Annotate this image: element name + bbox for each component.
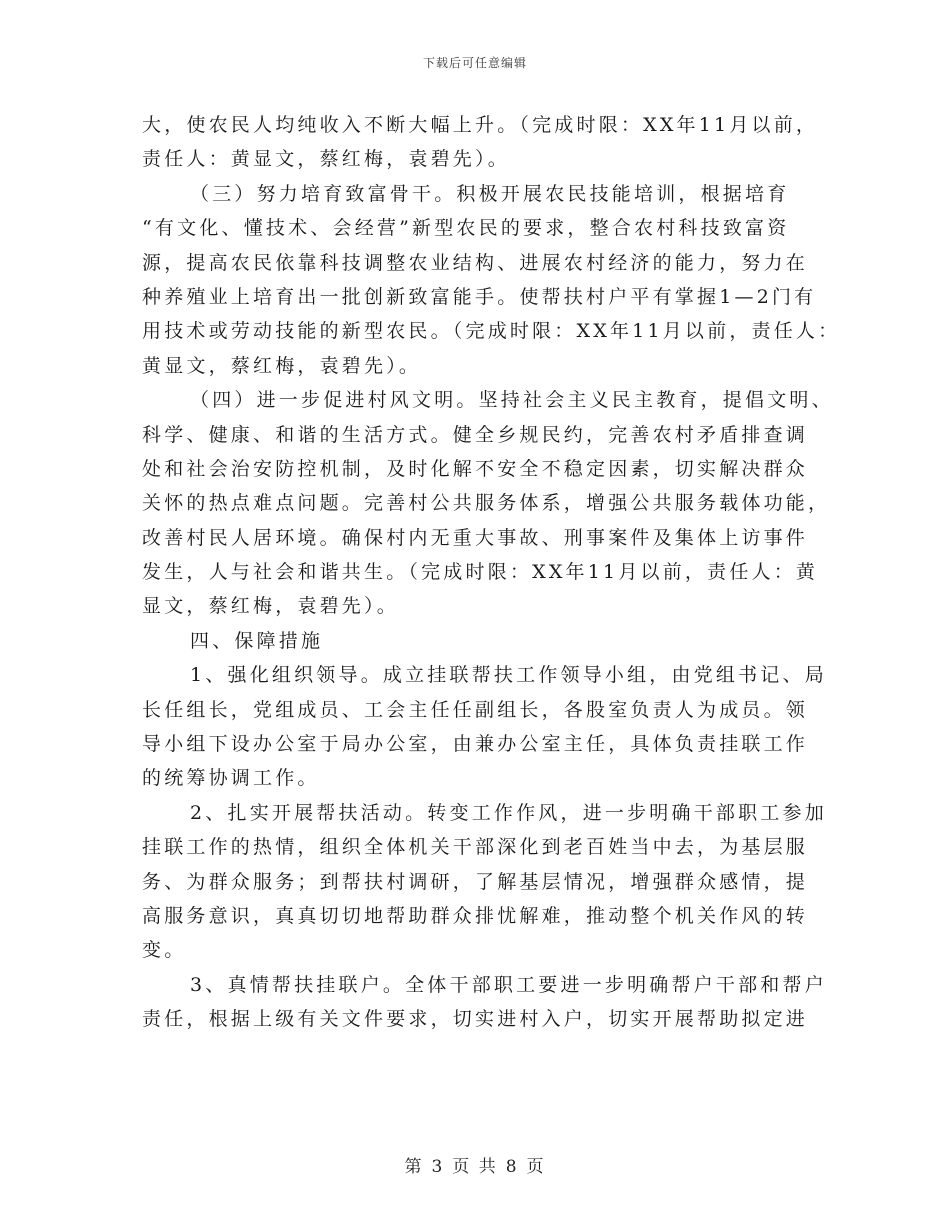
text-line: 2、扎实开展帮扶活动。转变工作作风，进一步明确干部职工参加 — [190, 801, 827, 824]
text-line: 四、保障措施 — [190, 629, 324, 652]
text-line: 变。 — [142, 939, 187, 962]
text-line: 大，使农民人均纯收入不断大幅上升。（完成时限：XX年11月以前， — [142, 114, 819, 136]
text-line: 科学、健康、和谐的生活方式。健全乡规民约，完善农村矛盾排查调 — [142, 423, 809, 446]
text-line: 务、为群众服务；到帮扶村调研，了解基层情况，增强群众感情，提 — [142, 870, 809, 893]
text-line: 3、真情帮扶挂联户。全体干部职工要进一步明确帮户干部和帮户 — [190, 973, 827, 996]
text-line: 挂联工作的热情，组织全体机关干部深化到老百姓当中去，为基层服 — [142, 836, 809, 859]
text-line: 源，提高农民依靠科技调整农业结构、进展农村经济的能力，努力在 — [142, 251, 809, 274]
text-line: 发生，人与社会和谐共生。（完成时限：XX年11月以前，责任人：黄 — [142, 561, 819, 584]
text-line: 责任，根据上级有关文件要求，切实进村入户，切实开展帮助拟定进 — [142, 1008, 809, 1031]
text-line: 用技术或劳动技能的新型农民。（完成时限：XX年11月以前，责任人： — [142, 320, 841, 343]
footer-suffix: 页 — [526, 1157, 546, 1177]
text-line: 责任人：黄显文，蔡红梅，袁碧先）。 — [142, 148, 510, 171]
text-line: （三）努力培育致富骨干。积极开展农民技能培训，根据培育 — [190, 182, 790, 205]
text-line: 高服务意识，真真切切地帮助群众排忧解难，推动整个机关作风的转 — [142, 904, 809, 927]
footer-middle: 页 共 — [452, 1157, 498, 1177]
text-line: 1、强化组织领导。成立挂联帮扶工作领导小组，由党组书记、局 — [190, 664, 827, 687]
text-line: 导小组下设办公室于局办公室，由兼办公室主任，具体负责挂联工作 — [142, 733, 809, 756]
page-footer — [0, 1152, 950, 1177]
text-line: 长任组长，党组成员、工会主任任副组长，各股室负责人为成员。领 — [142, 698, 809, 721]
text-line: 种养殖业上培育出一批创新致富能手。使帮扶村户平有掌握1—2门有 — [142, 285, 817, 308]
text-line: 关怀的热点难点问题。完善村公共服务体系，增强公共服务载体功能， — [142, 492, 831, 515]
footer-page-number: 3 — [431, 1157, 445, 1177]
text-line: 的统筹协调工作。 — [142, 767, 320, 790]
footer-total-pages: 8 — [505, 1157, 519, 1177]
text-line: （四）进一步促进村风文明。坚持社会主义民主教育，提倡文明、 — [190, 389, 834, 412]
text-line: 处和社会治安防控机制，及时化解不安全不稳定因素，切实解决群众 — [142, 457, 809, 480]
footer-prefix: 第 — [404, 1157, 424, 1177]
page-header: 下载后可任意编辑 — [422, 56, 527, 70]
document-body — [142, 108, 841, 1037]
text-line: 显文，蔡红梅，袁碧先）。 — [142, 595, 399, 618]
text-line: 改善村民人居环境。确保村内无重大事故、刑事案件及集体上访事件 — [142, 526, 809, 549]
text-line: “有文化、懂技术、会经营”新型农民的要求，整合农村科技致富资 — [142, 217, 790, 240]
text-line: 黄显文，蔡红梅，袁碧先）。 — [142, 354, 422, 377]
